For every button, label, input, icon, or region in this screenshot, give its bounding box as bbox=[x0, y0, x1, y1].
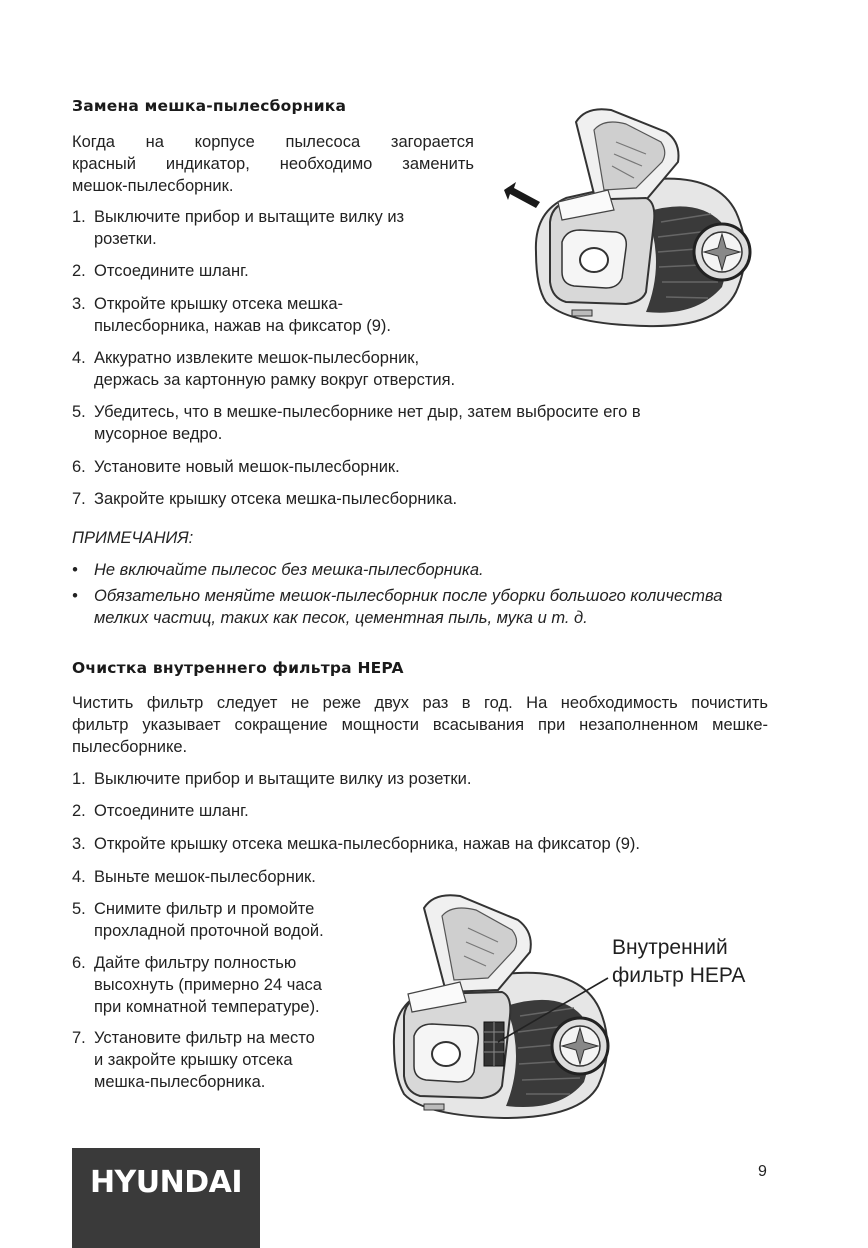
page-number: 9 bbox=[758, 1163, 767, 1180]
list-item: 3. Откройте крышку отсека мешка-пылесборника, нажав на фиксатор (9). bbox=[72, 835, 640, 853]
list-item: 2. Отсоедините шланг. bbox=[72, 802, 249, 820]
list-item: 3. Откройте крышку отсека мешка- пылесборника, нажав на фиксатор (9). bbox=[72, 295, 391, 335]
list-item: 4. Аккуратно извлеките мешок-пылесборник, держась за картонную рамку вокруг отверстия. bbox=[72, 349, 456, 389]
list-item: 7. Установите фильтр на место и закройте крышку отсека мешка-пылесборника. bbox=[72, 1029, 315, 1091]
note-item: • Не включайте пылесос без мешка-пылесборника. bbox=[72, 561, 484, 579]
list-item: 1. Выключите прибор и вытащите вилку из розетки. bbox=[72, 208, 405, 248]
section-title-hepa-cleaning: Очистка внутреннего фильтра HEPA bbox=[72, 659, 404, 677]
bullet-icon: • bbox=[72, 587, 78, 605]
section-intro: Когда на корпусе пылесоса загорается красный индикатор, необходимо заменить мешок-пылесборник. bbox=[72, 133, 474, 195]
hepa-filter-callout: Внутренний фильтр HEPA bbox=[612, 936, 746, 987]
notes-title: ПРИМЕЧАНИЯ: bbox=[72, 529, 194, 547]
section-intro: Чистить фильтр следует не реже двух раз в год. На необходимость почистить фильтр указывает сокращение мощности всасывания при незаполненном мешке- пылесборнике. bbox=[72, 694, 768, 756]
vacuum-hepa-filter-illustration bbox=[384, 886, 620, 1122]
list-item: 6. Установите новый мешок-пылесборник. bbox=[72, 458, 400, 476]
bullet-icon: • bbox=[72, 561, 78, 579]
list-item: 4. Выньте мешок-пылесборник. bbox=[72, 868, 316, 886]
list-item: 5. Убедитесь, что в мешке-пылесборнике нет дыр, затем выбросите его в мусорное ведро. bbox=[72, 403, 641, 443]
list-item: 2. Отсоедините шланг. bbox=[72, 262, 249, 280]
brand-logo-text: HYUNDAI bbox=[89, 1165, 243, 1200]
brand-logo bbox=[72, 1148, 260, 1248]
list-item: 5. Снимите фильтр и промойте прохладной проточной водой. bbox=[72, 900, 324, 940]
note-item: • Обязательно меняйте мешок-пылесборник после уборки большого количества мелких частиц, таких как песок, цементная пыль, мука и т. д. bbox=[72, 587, 723, 627]
vacuum-open-lid-illustration bbox=[496, 102, 756, 334]
list-item: 7. Закройте крышку отсека мешка-пылесборника. bbox=[72, 490, 458, 508]
list-item: 6. Дайте фильтру полностью высохнуть (примерно 24 часа при комнатной температуре). bbox=[72, 954, 322, 1016]
section-title-bag-replacement: Замена мешка-пылесборника bbox=[72, 97, 347, 115]
list-item: 1. Выключите прибор и вытащите вилку из розетки. bbox=[72, 770, 472, 788]
